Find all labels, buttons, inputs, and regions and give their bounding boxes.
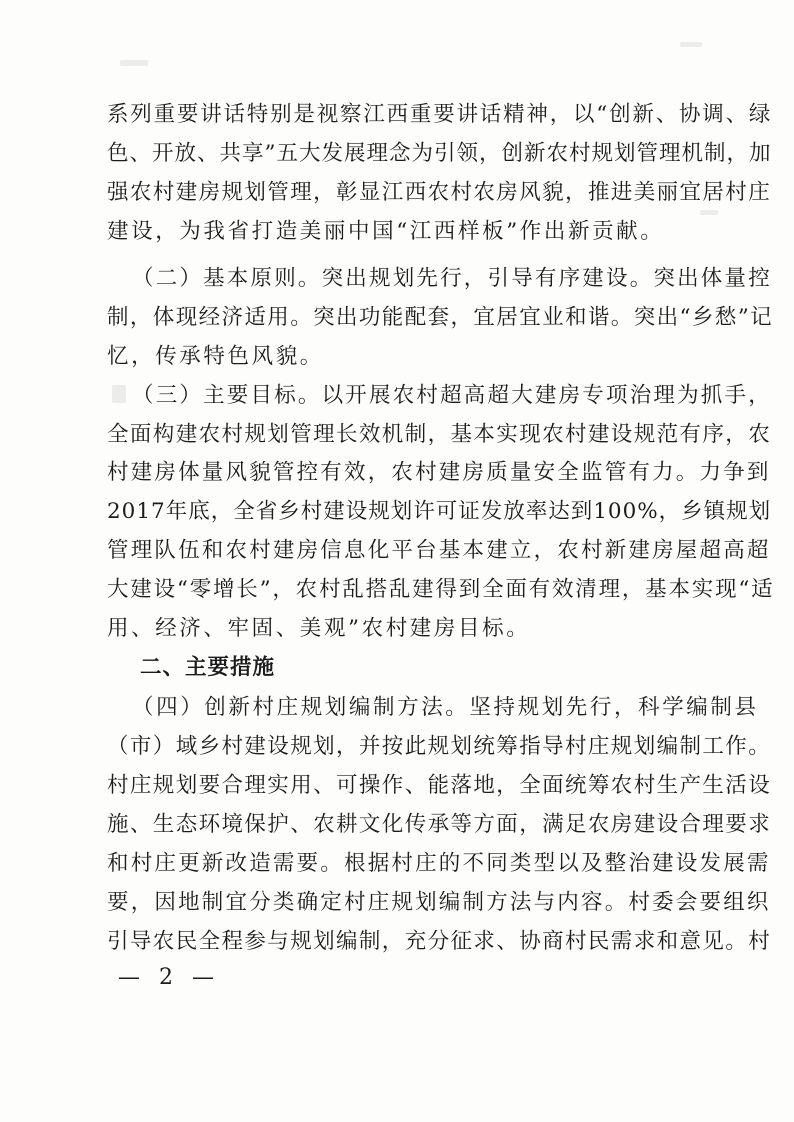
- scan-mark: [120, 60, 148, 66]
- text-line: 全面构建农村规划管理长效机制，基本实现农村建设规范有序，农: [107, 422, 772, 447]
- text-line: 村庄规划要合理实用、可操作、能落地，全面统筹农村生产生活设: [107, 773, 772, 798]
- text-line: 色、开放、共享”五大发展理念为引领，创新农村规划管理机制，加: [107, 141, 772, 166]
- text-line: （二）基本原则。突出规划先行，引导有序建设。突出体量控: [132, 266, 772, 291]
- text-line: （三）主要目标。以开展农村超高超大建房专项治理为抓手，: [132, 383, 772, 408]
- text-line: 2017年底，全省乡村建设规划许可证发放率达到100%，乡镇规划: [107, 499, 772, 524]
- scan-mark: [680, 42, 702, 47]
- text-line: 强农村建房规划管理，彰显江西农村农房风貌，推进美丽宜居村庄: [107, 180, 772, 205]
- text-line: （四）创新村庄规划编制方法。坚持规划先行，科学编制县: [132, 695, 759, 720]
- text-line: 大建设“零增长”，农村乱搭乱建得到全面有效清理，基本实现“适: [107, 577, 775, 602]
- scan-mark: [112, 385, 126, 403]
- text-line: 施、生态环境保护、农耕文化传承等方面，满足农房建设合理要求: [107, 812, 772, 837]
- text-line: 要，因地制宜分类确定村庄规划编制方法与内容。村委会要组织: [107, 890, 771, 915]
- text-line: 村建房体量风貌管控有效，农村建房质量安全监管有力。力争到: [107, 460, 771, 485]
- text-line: 制，体现经济适用。突出功能配套，宜居宜业和谐。突出“乡愁”记: [107, 305, 773, 330]
- text-line: 建设，为我省打造美丽中国“江西样板”作出新贡献。: [107, 219, 665, 244]
- section-heading: 二、主要措施: [140, 655, 276, 680]
- page-number: — 2 —: [118, 965, 220, 990]
- text-line: 引导农民全程参与规划编制，充分征求、协商村民需求和意见。村: [107, 929, 772, 954]
- text-line: 系列重要讲话特别是视察江西重要讲话精神，以“创新、协调、绿: [107, 102, 773, 127]
- text-line: 和村庄更新改造需要。根据村庄的不同类型以及整治建设发展需: [107, 851, 771, 876]
- text-line: 用、经济、牢固、美观”农村建房目标。: [107, 616, 531, 641]
- text-line: 管理队伍和农村建房信息化平台基本建立，农村新建房屋超高超: [107, 538, 771, 563]
- text-line: （市）域乡村建设规划，并按此规划统筹指导村庄规划编制工作。: [107, 734, 772, 759]
- text-line: 忆，传承特色风貌。: [107, 344, 324, 369]
